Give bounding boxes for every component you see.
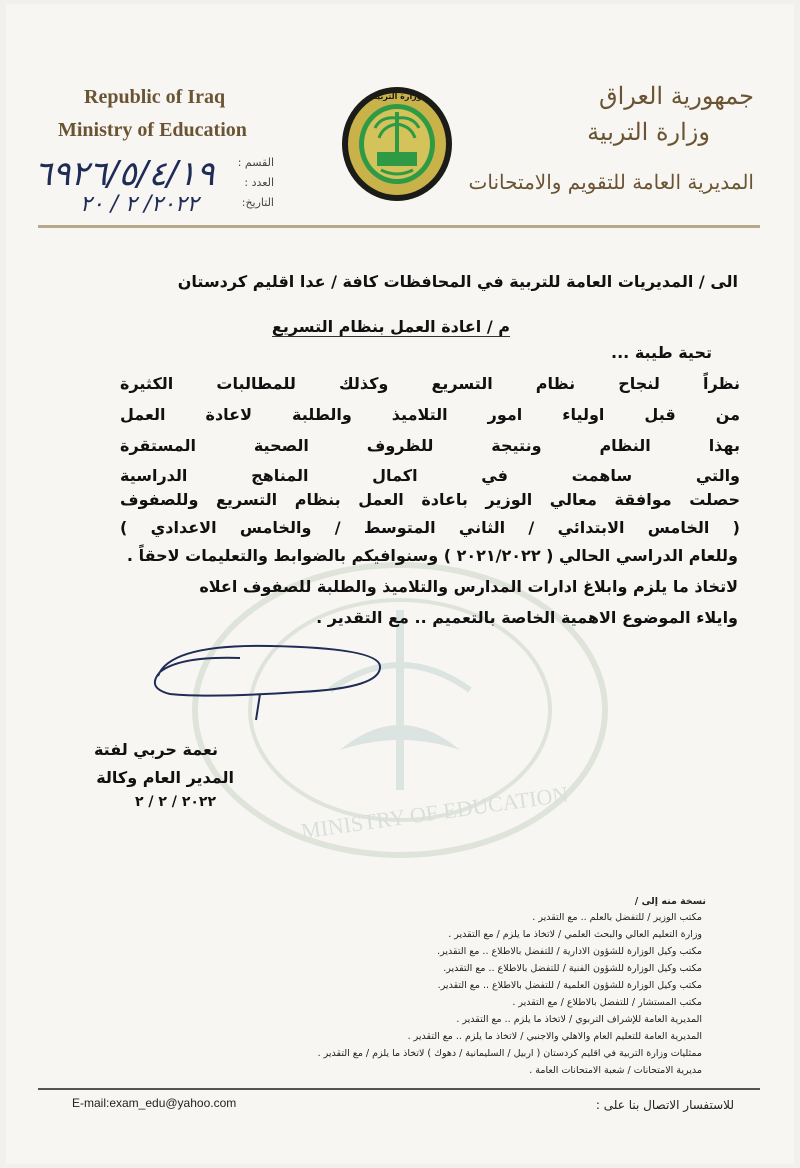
arabic-directorate-name: المديرية العامة للتقويم والامتحانات xyxy=(468,170,754,194)
copies-item: مكتب وكيل الوزارة للشؤون الادارية / للتفضل بالاطلاع .. مع التقدير. xyxy=(437,946,702,957)
footer-contact: للاستفسار الاتصال بنا على : xyxy=(595,1098,734,1112)
copies-item: المديرية العامة للإشراف التربوي / لاتخاذ ما يلزم .. مع التقدير . xyxy=(456,1014,702,1025)
copies-item: المديرية العامة للتعليم العام والاهلي والاجنبي / لاتخاذ ما يلزم .. مع التقدير . xyxy=(407,1031,702,1042)
signatory-title: المدير العام وكالة xyxy=(96,768,234,787)
signatory-name: نعمة حربي لفتة xyxy=(93,740,218,759)
copies-item: مكتب وكيل الوزارة للشؤون الفنية / للتفضل بالاطلاع .. مع التقدير. xyxy=(443,963,702,974)
number-label: العدد : xyxy=(244,176,274,189)
seal-text: وزارة التربية xyxy=(372,92,422,101)
paragraph-line-1: نظراً لنجاح نظام التسريع وكذلك للمطالبات الكثيرة xyxy=(120,374,740,393)
copies-heading: نسخة منه إلى / xyxy=(634,896,706,907)
copies-item: مكتب وكيل الوزارة للشؤون العلمية / للتفضل بالاطلاع .. مع التقدير. xyxy=(437,980,702,991)
footer-divider xyxy=(38,1088,760,1090)
paragraph-line-9: وايلاء الموضوع الاهمية الخاصة بالتعميم .. مع التقدير . xyxy=(316,608,738,627)
paragraph-line-7: وللعام الدراسي الحالي ( ٢٠٢١/٢٠٢٢ ) وسنوافيكم بالضوابط والتعليمات لاحقاً . xyxy=(126,546,738,565)
arabic-country-name: جمهورية العراق xyxy=(598,82,754,110)
arabic-ministry-name: وزارة التربية xyxy=(587,118,710,146)
copies-item: مكتب المستشار / للتفضل بالاطلاع / مع التقدير . xyxy=(512,997,702,1008)
subject-line: م / اعادة العمل بنظام التسريع xyxy=(271,317,510,336)
paragraph-line-3: بهذا النظام ونتيجة للظروف الصحية المستقرة xyxy=(120,436,740,455)
signature-scribble-icon xyxy=(150,636,390,726)
english-ministry-name: Ministry of Education xyxy=(58,119,247,141)
copies-item: مكتب الوزير / للتفضل بالعلم .. مع التقدير . xyxy=(532,912,702,923)
paragraph-line-8: لاتخاذ ما يلزم وابلاغ ادارات المدارس والتلاميذ والطلبة للصفوف اعلاه xyxy=(199,577,738,596)
english-country-name: Republic of Iraq xyxy=(84,86,226,108)
copies-item: ممثليات وزارة التربية في اقليم كردستان ( اربيل / السليمانية / دهوك ) لاتخاذ ما يلزم / مع التقدير . xyxy=(317,1048,702,1059)
signature-date: ٢٠٢٢ / ٢ / ٢ xyxy=(134,794,216,810)
copies-item: وزارة التعليم العالي والبحث العلمي / لاتخاذ ما يلزم / مع التقدير . xyxy=(448,929,702,940)
date-label: التاريخ: xyxy=(241,196,274,209)
paragraph-line-2: من قبل اولياء امور التلاميذ والطلبة لاعادة العمل xyxy=(120,405,740,424)
paragraph-line-5: حصلت موافقة معالي الوزير باعادة العمل بنظام التسريع وللصفوف xyxy=(120,490,740,509)
footer-email: E-mail:exam_edu@yahoo.com xyxy=(72,1096,237,1110)
greeting-line: تحية طيبة ... xyxy=(611,343,712,362)
department-label: القسم : xyxy=(237,156,274,169)
handwritten-number: ٦٩٢٦/٥/٤/١٩ xyxy=(34,154,215,194)
header-divider xyxy=(38,225,760,228)
paragraph-line-4: والتي ساهمت في اكمال المناهج الدراسية xyxy=(120,466,740,485)
copies-item: مديرية الامتحانات / شعبة الامتحانات العامة . xyxy=(529,1065,702,1076)
recipient-line: الى / المديريات العامة للتربية في المحافظات كافة / عدا اقليم كردستان xyxy=(177,272,738,291)
paragraph-line-6: ( الخامس الابتدائي / الثاني المتوسط / والخامس الاعدادي ) xyxy=(120,518,740,537)
ministry-seal-icon xyxy=(341,86,453,202)
handwritten-date: ٢٠٢٢/ ٢ / ٢٠ xyxy=(80,192,199,217)
watermark-text: MINISTRY OF EDUCATION xyxy=(299,781,570,844)
